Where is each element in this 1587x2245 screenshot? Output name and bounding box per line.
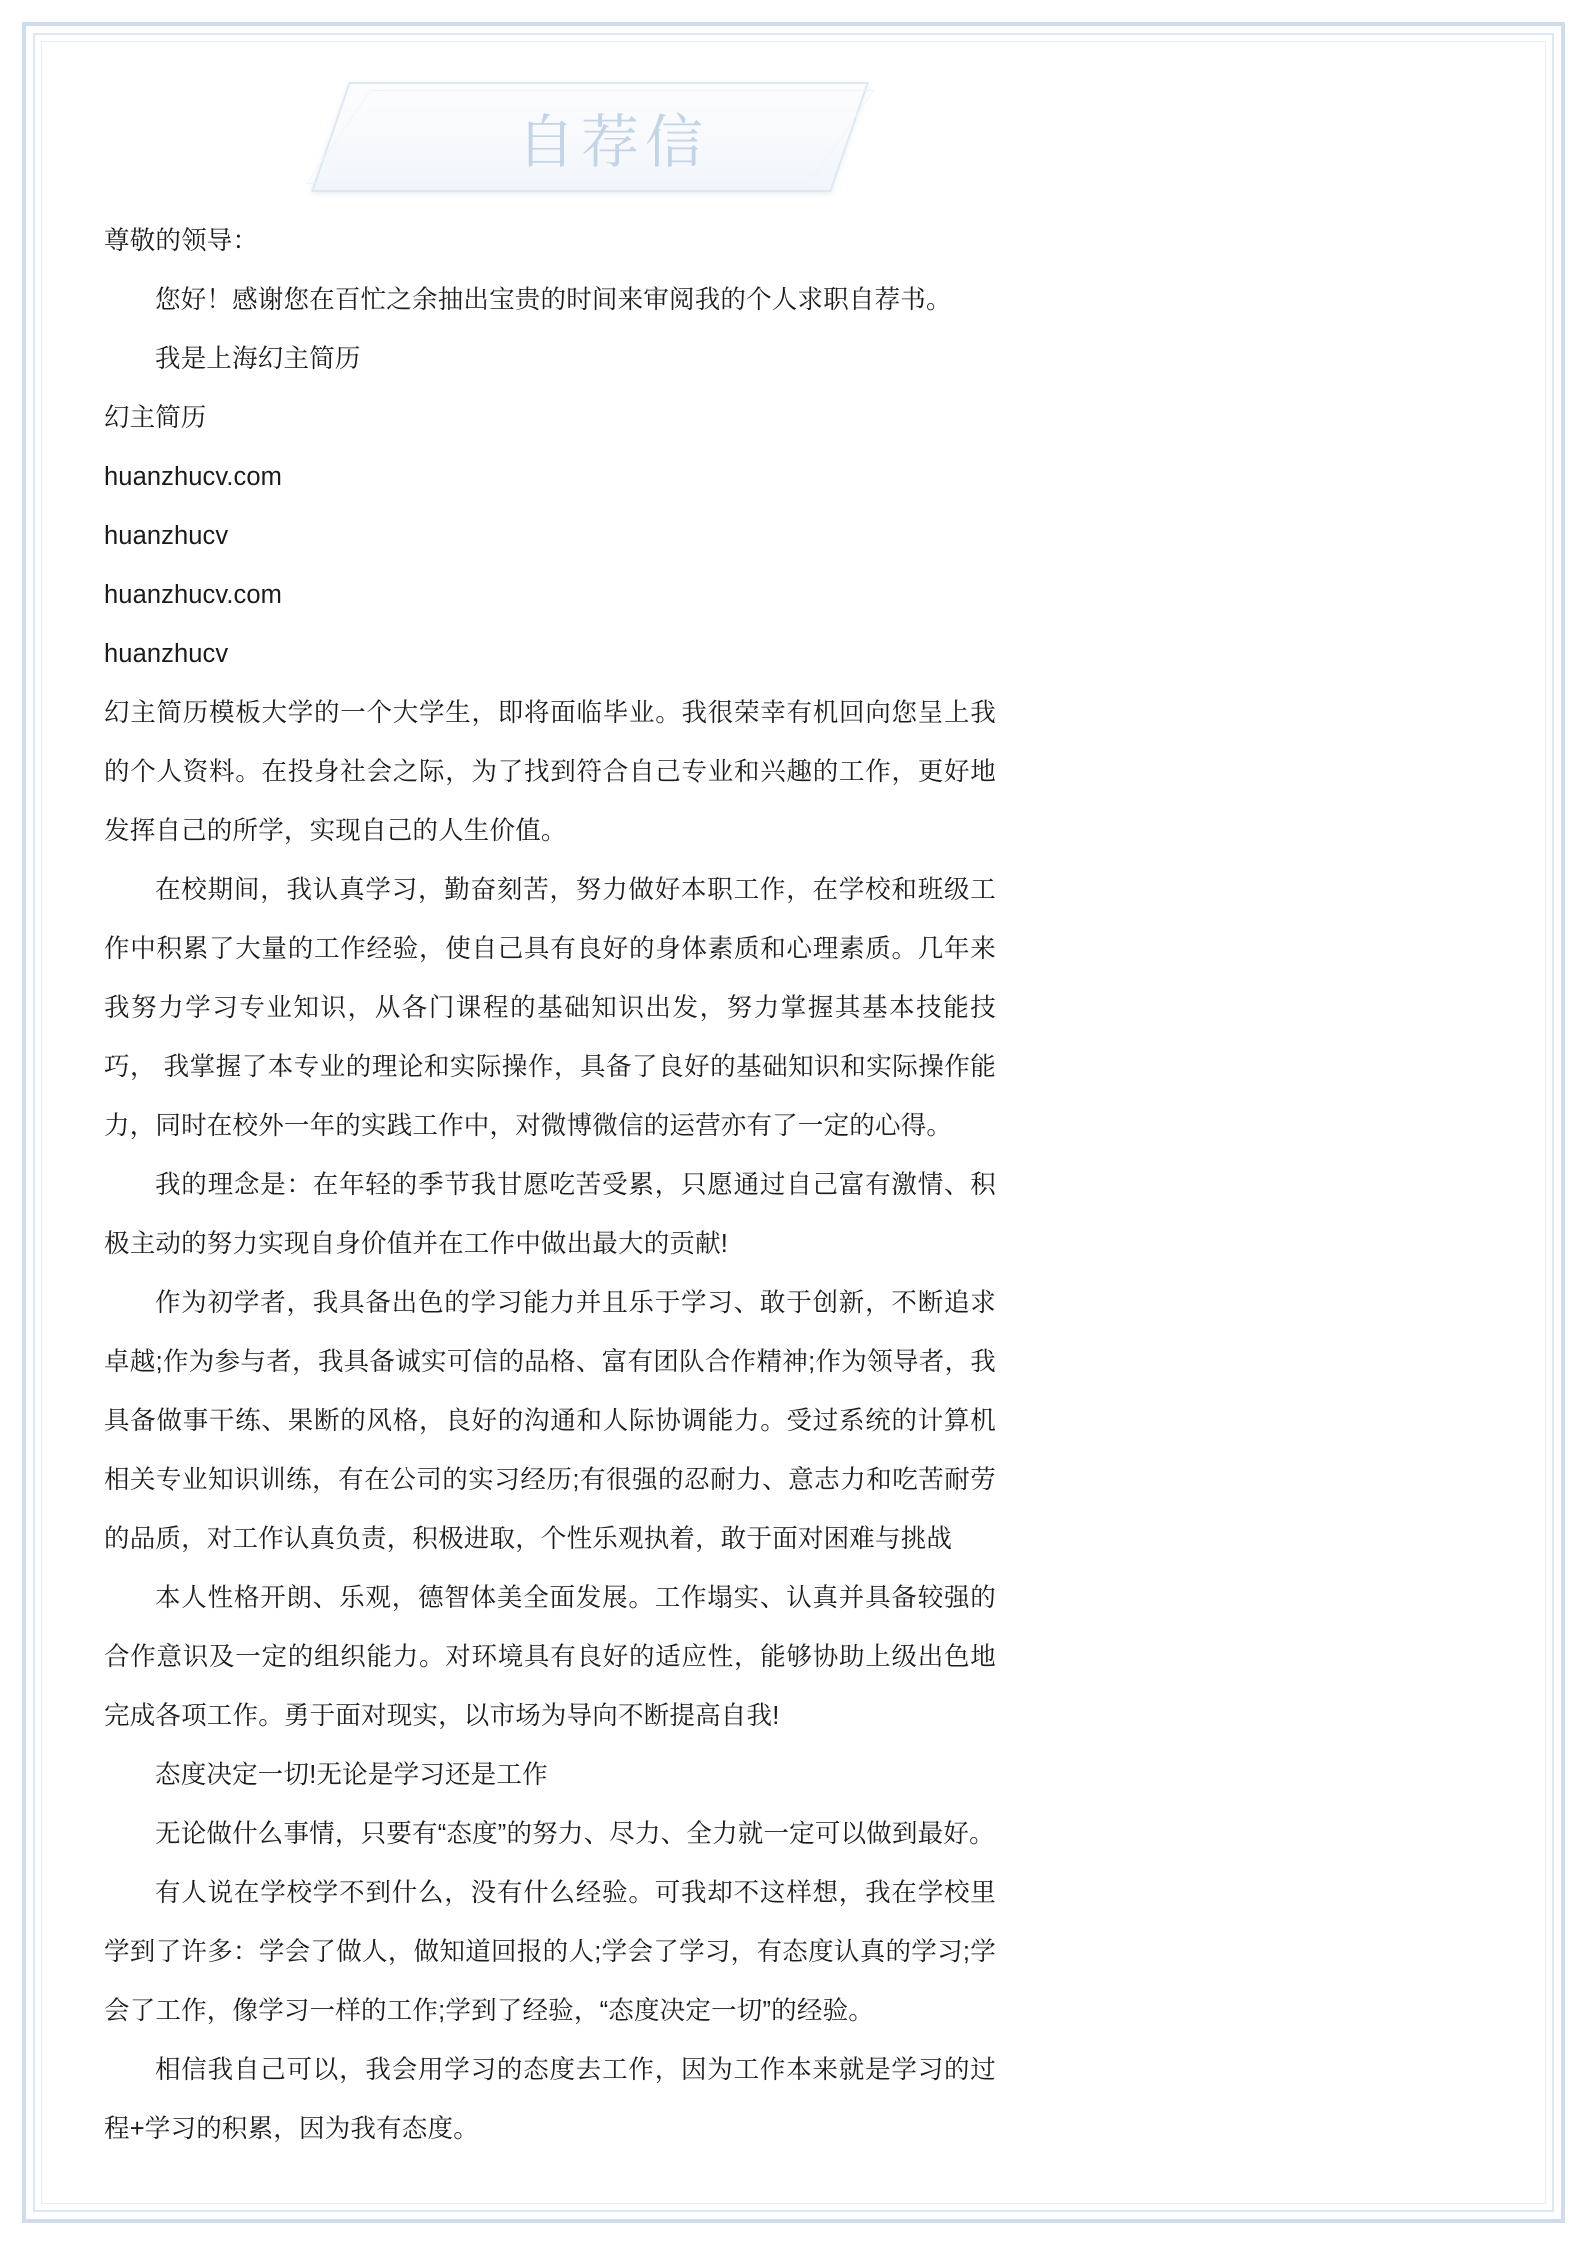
paragraph-learning-in-school: 有人说在学校学不到什么，没有什么经验。可我却不这样想，我在学校里学到了许多：学会了做人，做知道回报的人;学会了学习，有态度认真的学习;学会了工作，像学习一样的工作;学到了经验，“态度决定一切”的经验。 bbox=[104, 1879, 996, 2025]
paragraph-site-url-1: huanzhucv.com bbox=[104, 463, 283, 491]
paragraph-site-name-2: huanzhucv bbox=[104, 640, 229, 668]
paragraph-personality: 本人性格开朗、乐观，德智体美全面发展。工作塌实、认真并具备较强的合作意识及一定的组织能力。对环境具有良好的适应性，能够协助上级出色地完成各项工作。勇于面对现实，以市场为导向不断提高自我! bbox=[104, 1584, 996, 1730]
paragraph-site-name-1: huanzhucv bbox=[104, 522, 229, 550]
paragraph-strengths: 作为初学者，我具备出色的学习能力并且乐于学习、敢于创新，不断追求卓越;作为参与者，我具备诚实可信的品格、富有团队合作精神;作为领导者，我具备做事干练、果断的风格，良好的沟通和人际协调能力。受过系统的计算机相关专业知识训练，有在公司的实习经历;有很强的忍耐力、意志力和吃苦耐劳的品质，对工作认真负责，积极进取，个性乐观执着，敢于面对困难与挑战 bbox=[104, 1289, 996, 1553]
paragraph-attitude-headline: 态度决定一切!无论是学习还是工作 bbox=[155, 1761, 548, 1789]
title-banner bbox=[330, 82, 850, 192]
paragraph-attitude-detail: 无论做什么事情，只要有“态度”的努力、尽力、全力就一定可以做到最好。 bbox=[155, 1820, 995, 1848]
letter-body bbox=[104, 212, 996, 2159]
paragraph-brand-name-1: 幻主简历 bbox=[104, 404, 207, 432]
paragraph-philosophy: 我的理念是：在年轻的季节我甘愿吃苦受累，只愿通过自己富有激情、积极主动的努力实现自身价值并在工作中做出最大的贡献! bbox=[104, 1171, 996, 1258]
paragraph-salutation: 尊敬的领导： bbox=[104, 227, 259, 255]
paragraph-school-experience: 在校期间，我认真学习，勤奋刻苦，努力做好本职工作，在学校和班级工作中积累了大量的工作经验，使自己具有良好的身体素质和心理素质。几年来我努力学习专业知识，从各门课程的基础知识出发，努力掌握其基本技能技巧， 我掌握了本专业的理论和实际操作，具备了良好的基础知识和实际操作能力，同时在校外一年的实践工作中，对微博微信的运营亦有了一定的心得。 bbox=[104, 876, 996, 1140]
paragraph-site-url-2: huanzhucv.com bbox=[104, 581, 283, 609]
page-title: 自荐信 bbox=[516, 110, 709, 175]
paragraph-greeting: 您好！感谢您在百忙之余抽出宝贵的时间来审阅我的个人求职自荐书。 bbox=[155, 286, 952, 314]
paragraph-self-intro: 我是上海幻主简历 bbox=[155, 345, 361, 373]
paragraph-closing: 相信我自己可以，我会用学习的态度去工作，因为工作本来就是学习的过程+学习的积累，因为我有态度。 bbox=[104, 2056, 996, 2143]
paragraph-background: 幻主简历模板大学的一个大学生，即将面临毕业。我很荣幸有机回向您呈上我的个人资料。在投身社会之际，为了找到符合自己专业和兴趣的工作，更好地发挥自己的所学，实现自己的人生价值。 bbox=[104, 699, 996, 845]
